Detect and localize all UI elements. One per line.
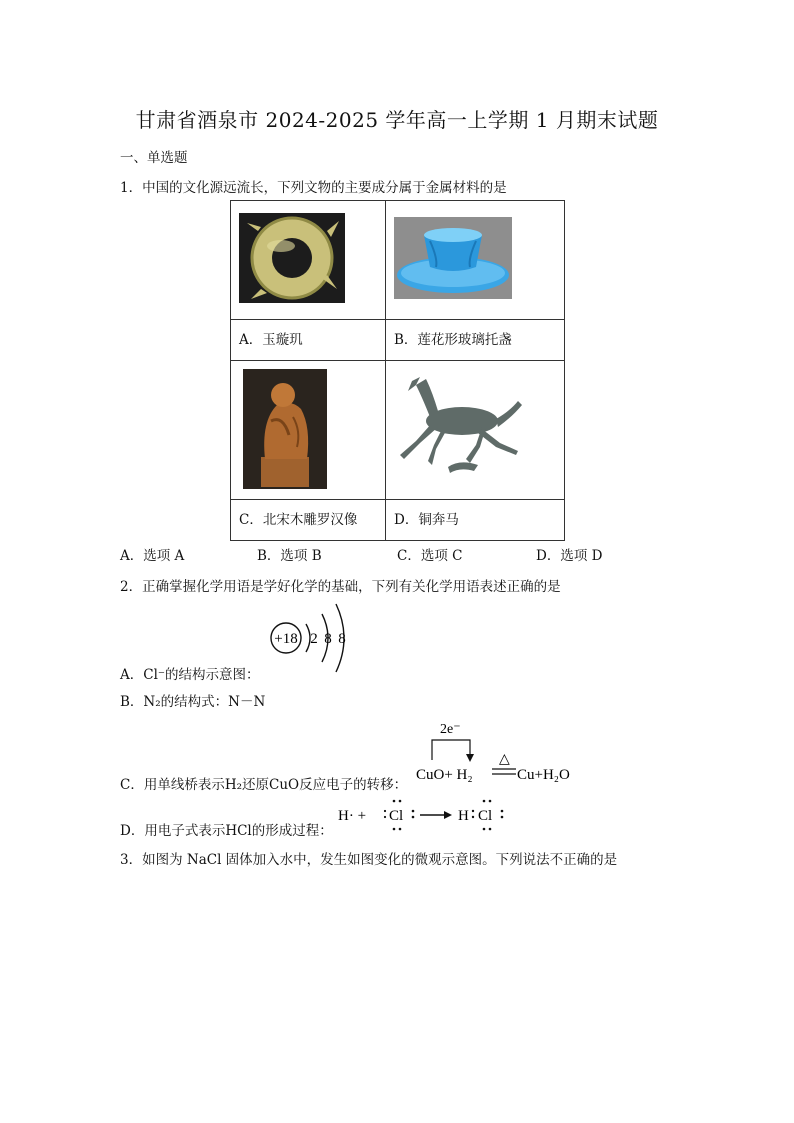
products: Cu+H₂O xyxy=(517,767,570,783)
q2-option-a-text[interactable]: A．Cl⁻的结构示意图： xyxy=(120,667,260,683)
lotus-glass-cup-image xyxy=(386,201,564,315)
q1-option-d[interactable]: D．选项 D xyxy=(536,548,603,564)
q1-option-b[interactable]: B．选项 B xyxy=(257,548,322,564)
jade-xuanji-image xyxy=(231,201,385,315)
q2-option-b-text[interactable]: B．N₂的结构式：N－N xyxy=(120,694,266,710)
image-cell-a xyxy=(231,201,386,320)
caption-c: C．北宋木雕罗汉像 xyxy=(231,500,386,541)
hcl-formation-diagram xyxy=(334,796,514,834)
product-chlorine: Cl xyxy=(478,808,493,824)
wooden-arhat-image xyxy=(231,361,385,495)
q1-option-a[interactable]: A．选项 A xyxy=(120,548,185,564)
image-cell-d xyxy=(386,361,565,500)
shell-1-electrons: 2 xyxy=(310,631,318,647)
page-title: 甘肃省酒泉市 2024-2025 学年高一上学期 1 月期末试题 xyxy=(135,108,659,132)
question-1-stem: 1．中国的文化源远流长，下列文物的主要成分属于金属材料的是 xyxy=(120,180,507,196)
q2-option-c-text[interactable]: C．用单线桥表示H₂还原CuO反应电子的转移： xyxy=(120,777,408,793)
caption-a: A．玉璇玑 xyxy=(231,320,386,361)
heat-symbol: △ xyxy=(499,751,510,767)
shell-2-electrons: 8 xyxy=(324,631,332,647)
question-2-stem: 2．正确掌握化学用语是学好化学的基础，下列有关化学用语表述正确的是 xyxy=(120,579,561,595)
chloride-ion-structure-diagram xyxy=(262,598,362,678)
q1-option-c[interactable]: C．选项 C xyxy=(397,548,463,564)
reactants: CuO+ H₂ xyxy=(416,767,473,783)
caption-d: D．铜奔马 xyxy=(386,500,565,541)
q2-option-d-text[interactable]: D．用电子式表示HCl的形成过程： xyxy=(120,823,333,839)
product-hydrogen: H xyxy=(458,808,469,824)
image-cell-b xyxy=(386,201,565,320)
single-bridge-equation xyxy=(412,716,592,788)
bronze-galloping-horse-image xyxy=(386,361,564,495)
caption-b: B．莲花形玻璃托盏 xyxy=(386,320,565,361)
question-3-stem: 3．如图为 NaCl 固体加入水中，发生如图变化的微观示意图。下列说法不正确的是 xyxy=(120,852,618,868)
image-cell-c xyxy=(231,361,386,500)
shell-3-electrons: 8 xyxy=(338,631,346,647)
chlorine-atom: Cl xyxy=(389,808,404,824)
hydrogen-atom: H· + xyxy=(338,808,367,824)
electron-transfer-label: 2e⁻ xyxy=(440,722,461,737)
nucleus-charge: +18 xyxy=(274,631,298,647)
artifact-table xyxy=(230,200,565,541)
section-heading: 一、单选题 xyxy=(120,150,188,166)
